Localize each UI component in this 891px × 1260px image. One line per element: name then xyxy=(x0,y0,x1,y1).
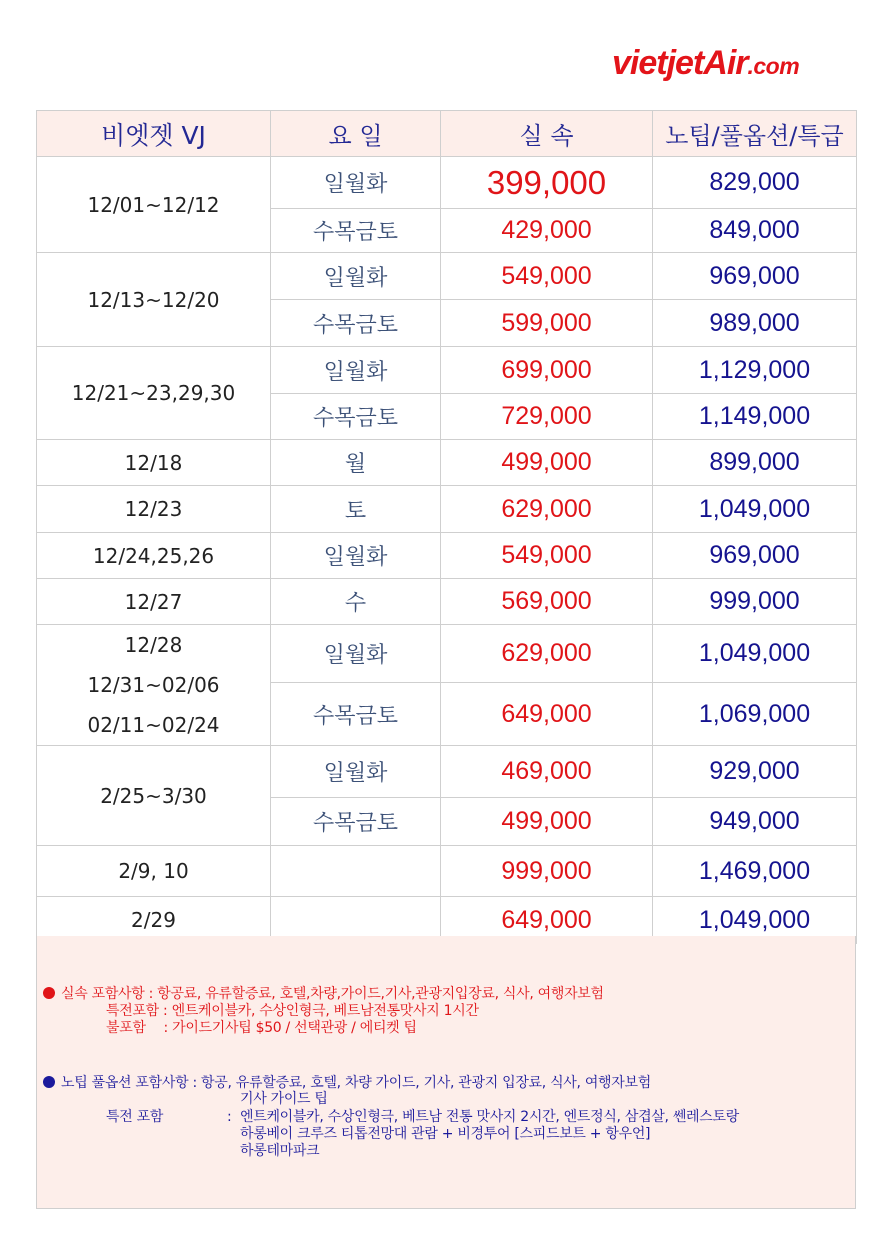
vietjet-logo xyxy=(612,44,842,94)
premium-price-cell: 949,000 xyxy=(653,798,857,846)
premium-price-cell: 1,149,000 xyxy=(653,394,857,440)
basic-price-cell: 729,000 xyxy=(441,394,653,440)
day-cell: 일월화 xyxy=(271,746,441,798)
day-cell: 일월화 xyxy=(271,347,441,394)
special-line-1: 엔트케이블카, 수상인형극, 베트남 전통 맛사지 2시간, 엔트정식, 삼겹살, 쎈레스토랑 xyxy=(240,1109,739,1125)
day-cell xyxy=(271,846,441,897)
table-body xyxy=(37,157,857,944)
day-cell: 수목금토 xyxy=(271,683,441,746)
basic-special: 특전포함 : 엔트케이블카, 수상인형극, 베트남전통맛사지 1시간 xyxy=(106,1003,479,1019)
special-label: 특전 포함 xyxy=(106,1109,164,1125)
table-row xyxy=(37,486,857,533)
special-line-3: 하롱테마파크 xyxy=(240,1143,320,1159)
premium-price-cell: 1,049,000 xyxy=(653,897,857,944)
day-cell: 일월화 xyxy=(271,625,441,683)
day-cell: 일월화 xyxy=(271,157,441,209)
basic-price-cell: 499,000 xyxy=(441,440,653,486)
date-line: 12/28 xyxy=(124,633,183,657)
table-row xyxy=(37,440,857,486)
basic-includes-line xyxy=(43,986,604,1002)
basic-price-cell: 629,000 xyxy=(441,486,653,533)
date-cell: 12/18 xyxy=(37,440,271,486)
red-bullet-icon xyxy=(43,987,55,999)
premium-price-cell: 829,000 xyxy=(653,157,857,209)
table-header-row xyxy=(37,111,857,157)
table-row xyxy=(37,157,857,209)
date-line: 12/31~02/06 xyxy=(87,673,220,697)
special-line-2: 하롱베이 크루즈 티톱전망대 관람 + 비경투어 [스피드보트 + 항우언] xyxy=(240,1126,651,1142)
basic-price-cell: 399,000 xyxy=(441,157,653,209)
basic-price-cell: 649,000 xyxy=(441,897,653,944)
premium-price-cell: 899,000 xyxy=(653,440,857,486)
basic-price-cell: 599,000 xyxy=(441,300,653,347)
premium-label: 노팁 풀옵션 포함사항 : xyxy=(61,1075,197,1091)
basic-exclude: 불포함 : 가이드기사팁 $50 / 선택관광 / 에티켓 팁 xyxy=(106,1020,417,1036)
header-day: 요 일 xyxy=(271,111,441,157)
premium-price-cell: 929,000 xyxy=(653,746,857,798)
table-row xyxy=(37,253,857,300)
date-cell: 2/9, 10 xyxy=(37,846,271,897)
basic-price-cell: 999,000 xyxy=(441,846,653,897)
basic-price-cell: 649,000 xyxy=(441,683,653,746)
day-cell: 수목금토 xyxy=(271,394,441,440)
date-cell xyxy=(37,625,271,746)
premium-price-cell: 999,000 xyxy=(653,579,857,625)
premium-text2: 기사 가이드 팁 xyxy=(240,1091,328,1107)
premium-price-cell: 1,049,000 xyxy=(653,625,857,683)
basic-price-cell: 699,000 xyxy=(441,347,653,394)
date-cell: 12/21~23,29,30 xyxy=(37,347,271,440)
premium-price-cell: 969,000 xyxy=(653,253,857,300)
basic-price-cell: 549,000 xyxy=(441,253,653,300)
day-cell: 수 xyxy=(271,579,441,625)
day-cell: 수목금토 xyxy=(271,798,441,846)
day-cell: 월 xyxy=(271,440,441,486)
table-row xyxy=(37,846,857,897)
date-line: 02/11~02/24 xyxy=(87,713,220,737)
date-cell: 2/29 xyxy=(37,897,271,944)
premium-price-cell: 1,469,000 xyxy=(653,846,857,897)
basic-price-cell: 569,000 xyxy=(441,579,653,625)
premium-text: 항공, 유류할증료, 호텔, 차량 가이드, 기사, 관광지 입장료, 식사, 여행자보험 xyxy=(201,1075,651,1091)
premium-price-cell: 1,049,000 xyxy=(653,486,857,533)
blue-bullet-icon xyxy=(43,1076,55,1088)
day-cell: 일월화 xyxy=(271,253,441,300)
premium-price-cell: 1,069,000 xyxy=(653,683,857,746)
logo-domain: .com xyxy=(747,53,800,79)
logo-main: vietjetAir xyxy=(612,44,748,82)
basic-price-cell: 429,000 xyxy=(441,209,653,253)
day-cell: 수목금토 xyxy=(271,209,441,253)
premium-price-cell: 969,000 xyxy=(653,533,857,579)
premium-includes-line xyxy=(43,1075,651,1091)
basic-price-cell: 549,000 xyxy=(441,533,653,579)
date-cell: 12/27 xyxy=(37,579,271,625)
table-row xyxy=(37,579,857,625)
day-cell: 수목금토 xyxy=(271,300,441,347)
special-colon: : xyxy=(227,1109,232,1125)
date-cell: 2/25~3/30 xyxy=(37,746,271,846)
header-basic: 실 속 xyxy=(441,111,653,157)
premium-price-cell: 1,129,000 xyxy=(653,347,857,394)
premium-price-cell: 849,000 xyxy=(653,209,857,253)
date-cell: 12/24,25,26 xyxy=(37,533,271,579)
basic-text: 항공료, 유류할증료, 호텔,차량,가이드,기사,관광지입장료, 식사, 여행자보험 xyxy=(157,986,604,1002)
date-cell: 12/23 xyxy=(37,486,271,533)
basic-price-cell: 499,000 xyxy=(441,798,653,846)
date-cell: 12/13~12/20 xyxy=(37,253,271,347)
basic-label: 실속 포함사항 : xyxy=(61,986,154,1002)
basic-price-cell: 469,000 xyxy=(441,746,653,798)
day-cell: 토 xyxy=(271,486,441,533)
basic-price-cell: 629,000 xyxy=(441,625,653,683)
premium-price-cell: 989,000 xyxy=(653,300,857,347)
day-cell: 일월화 xyxy=(271,533,441,579)
table-row xyxy=(37,625,857,683)
price-table xyxy=(36,110,857,944)
table-row xyxy=(37,347,857,394)
date-cell: 12/01~12/12 xyxy=(37,157,271,253)
header-airline: 비엣젯 VJ xyxy=(37,111,271,157)
table-row xyxy=(37,746,857,798)
notes-box xyxy=(36,936,856,1209)
table-row xyxy=(37,533,857,579)
header-premium: 노팁/풀옵션/특급 xyxy=(653,111,857,157)
